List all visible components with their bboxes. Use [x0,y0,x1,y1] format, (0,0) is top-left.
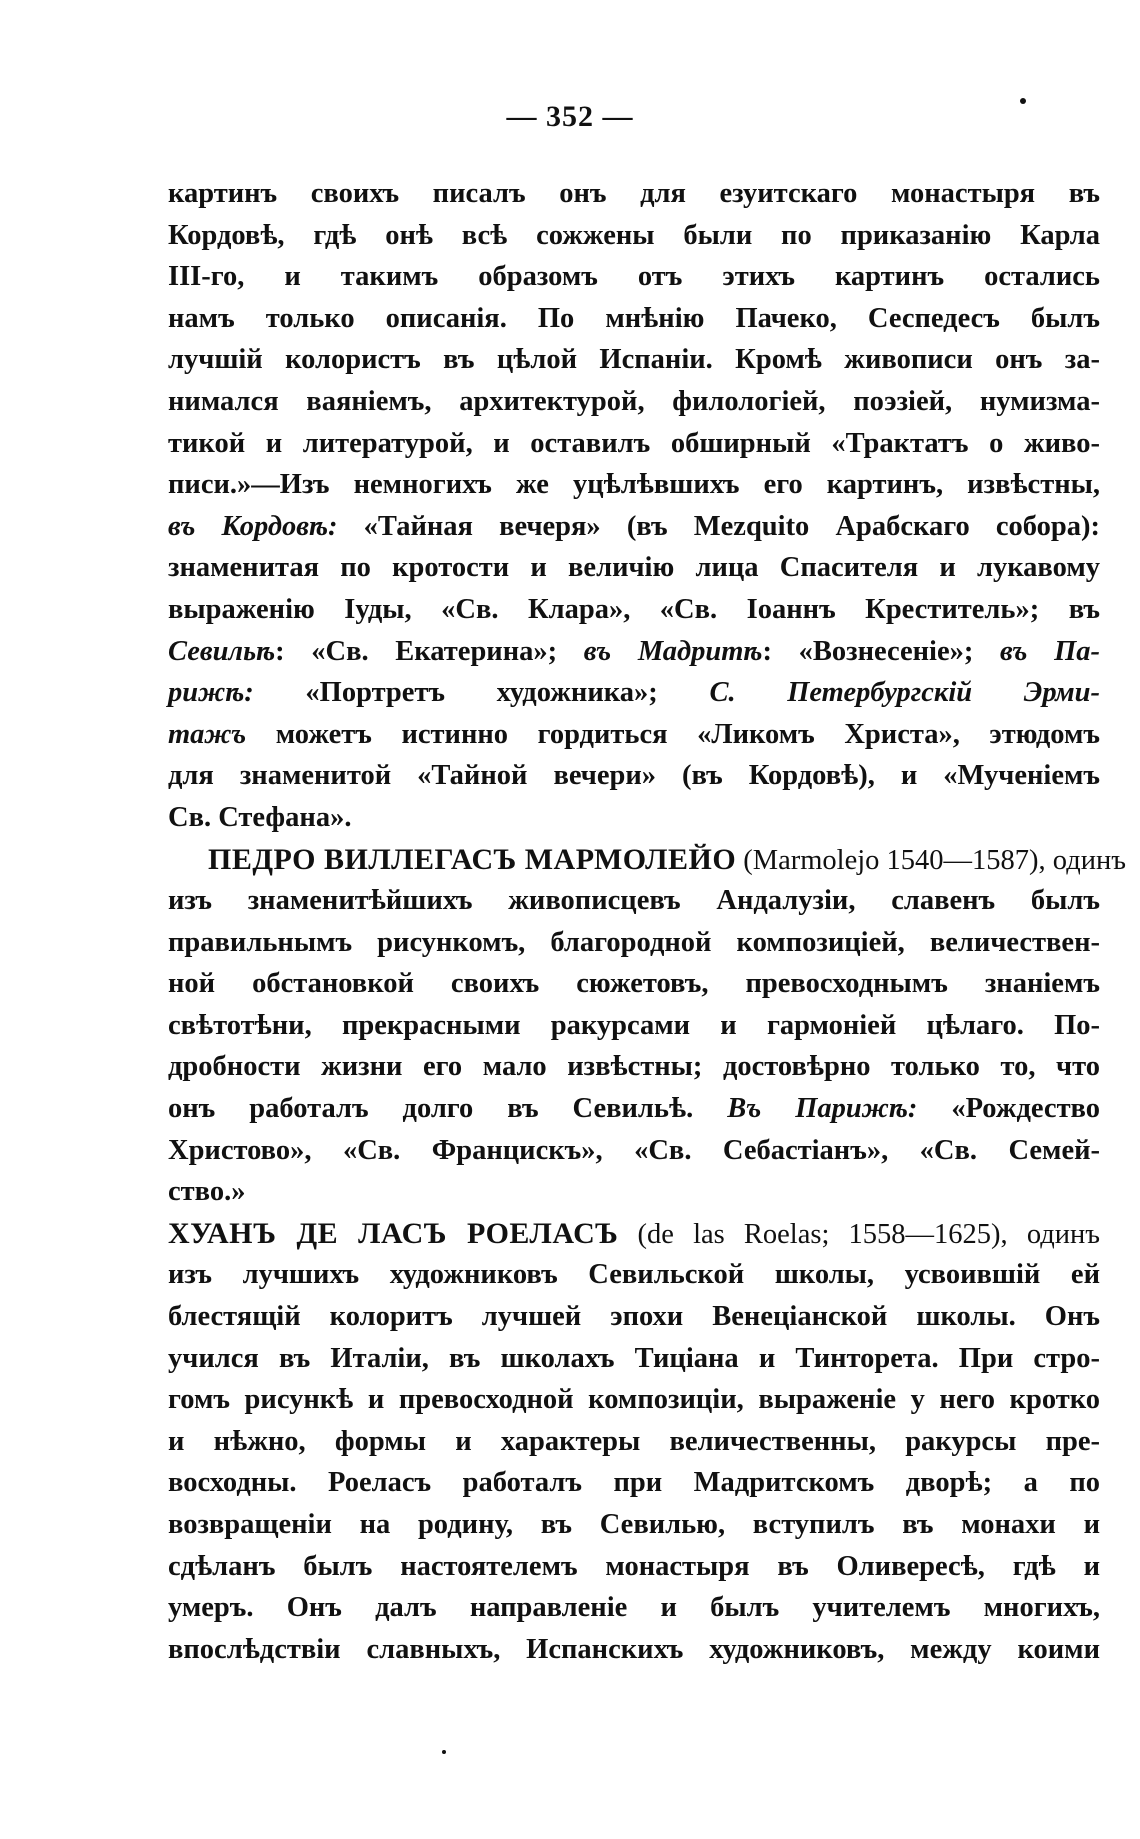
text-segment: «Рождество [951,1093,1101,1125]
text-line: правильнымъ рисункомъ, благородной композиціей, величествен- [168,926,1100,958]
text-line: ство.» [168,1176,246,1208]
location-italic: Въ Парижѣ: [727,1093,918,1125]
text-line: впослѣдствіи славныхъ, Испанскихъ художниковъ, между коими [168,1633,1100,1665]
text-line: III-го, и такимъ образомъ отъ этихъ картинъ остались [168,261,1100,293]
text-line: дробности жизни его мало извѣстны; достовѣрно только то, что [168,1051,1100,1083]
text-segment: : «Св. Екатерина»; [275,635,584,667]
text-line: свѣтотѣни, прекрасными ракурсами и гармоніей цѣлаго. По- [168,1009,1100,1041]
location-italic: тажъ [168,718,247,750]
text-line: умеръ. Онъ далъ направленіе и былъ учителемъ многихъ, [168,1592,1100,1624]
location-italic: рижѣ: [168,677,254,709]
text-segment: онъ работалъ долго въ Севильѣ. [168,1093,694,1125]
text-line: блестящій колоритъ лучшей эпохи Венеціанской школы. Онъ [168,1301,1100,1333]
text-segment: (de las Roelas; 1558—1625), одинъ [637,1218,1101,1250]
page-number: — 352 — [506,100,634,133]
text-line: знаменитая по кротости и величію лица Спасителя и лукавому [168,552,1100,584]
text-line: возвращеніи на родину, въ Севилью, вступилъ въ монахи и [168,1509,1100,1540]
text-segment: можетъ истинно гордиться «Ликомъ Христа», этюдомъ [275,718,1100,750]
text-line: намъ только описанія. По мнѣнію Пачеко, Сеспедесъ былъ [168,302,1100,334]
ink-speck [442,1750,446,1754]
main-text [168,173,1126,1670]
text-line: сдѣланъ былъ настоятелемъ монастыря въ Оливересѣ, гдѣ и [168,1550,1100,1582]
paragraph-heading-line [168,839,1126,881]
text-line [168,506,1100,548]
location-italic: въ Па- [1000,635,1100,667]
text-line: изъ знаменитѣйшихъ живописцевъ Андалузіи, славенъ былъ [168,885,1100,917]
text-line [168,631,1100,673]
text-segment: (Marmolejo 1540—1587), одинъ [743,844,1126,876]
text-line: учился въ Италіи, въ школахъ Тиціана и Тинторета. При стро- [168,1342,1100,1374]
text-line [168,672,1100,714]
text-line: восходны. Роеласъ работалъ при Мадритскомъ дворѣ; а по [168,1467,1100,1499]
text-line: нимался ваяніемъ, архитектурой, филологіей, поэзіей, нумизма- [168,385,1100,417]
location-italic: С. Петербургскій Эрми- [709,677,1101,709]
text-line: ной обстановкой своихъ сюжетовъ, превосходнымъ знаніемъ [168,968,1100,1000]
text-line: изъ лучшихъ художниковъ Севильской школы, усвоившій ей [168,1259,1100,1291]
text-line: тикой и литературой, и оставилъ обширный «Трактатъ о живо- [168,427,1100,459]
text-line: Христово», «Св. Францискъ», «Св. Себастіанъ», «Св. Семей- [168,1134,1100,1166]
text-line: выраженію Іуды, «Св. Клара», «Св. Іоаннъ Креститель»; въ [168,593,1100,625]
text-line: и нѣжно, формы и характеры величественны, ракурсы пре- [168,1425,1100,1457]
text-line: для знаменитой «Тайной вечери» (въ Кордовѣ), и «Мученіемъ [168,760,1100,792]
text-line: Св. Стефана». [168,801,352,833]
paragraph-heading-line [168,1213,1100,1255]
location-italic: въ Мадритѣ [583,635,763,667]
text-segment: «Тайная вечеря» (въ Mezquito Арабскаго собора): [363,510,1100,542]
text-line [168,1088,1100,1130]
text-line: писи.»—Изъ немногихъ же уцѣлѣвшихъ его картинъ, извѣстны, [168,469,1100,501]
text-line [168,714,1100,756]
location-italic: въ Кордовѣ: [168,510,338,542]
location-italic: Севильѣ [168,635,276,667]
text-line: гомъ рисункѣ и превосходной композиціи, выраженіе у него кротко [168,1384,1100,1416]
text-segment: «Портретъ художника»; [305,677,658,709]
text-line: лучшій колористъ въ цѣлой Испаніи. Кромѣ живописи онъ за- [168,344,1100,376]
artist-name: ХУАНЪ ДЕ ЛАСЪ РОЕЛАСЪ [168,1216,619,1250]
text-line: Кордовѣ, гдѣ онѣ всѣ сожжены были по приказанію Карла [168,219,1100,251]
text-segment: : «Вознесеніе»; [762,635,1001,667]
text-line: картинъ своихъ писалъ онъ для езуитскаго монастыря въ [168,178,1100,209]
artist-name: ПЕДРО ВИЛЛЕГАСЪ МАРМОЛЕЙО [208,842,737,876]
